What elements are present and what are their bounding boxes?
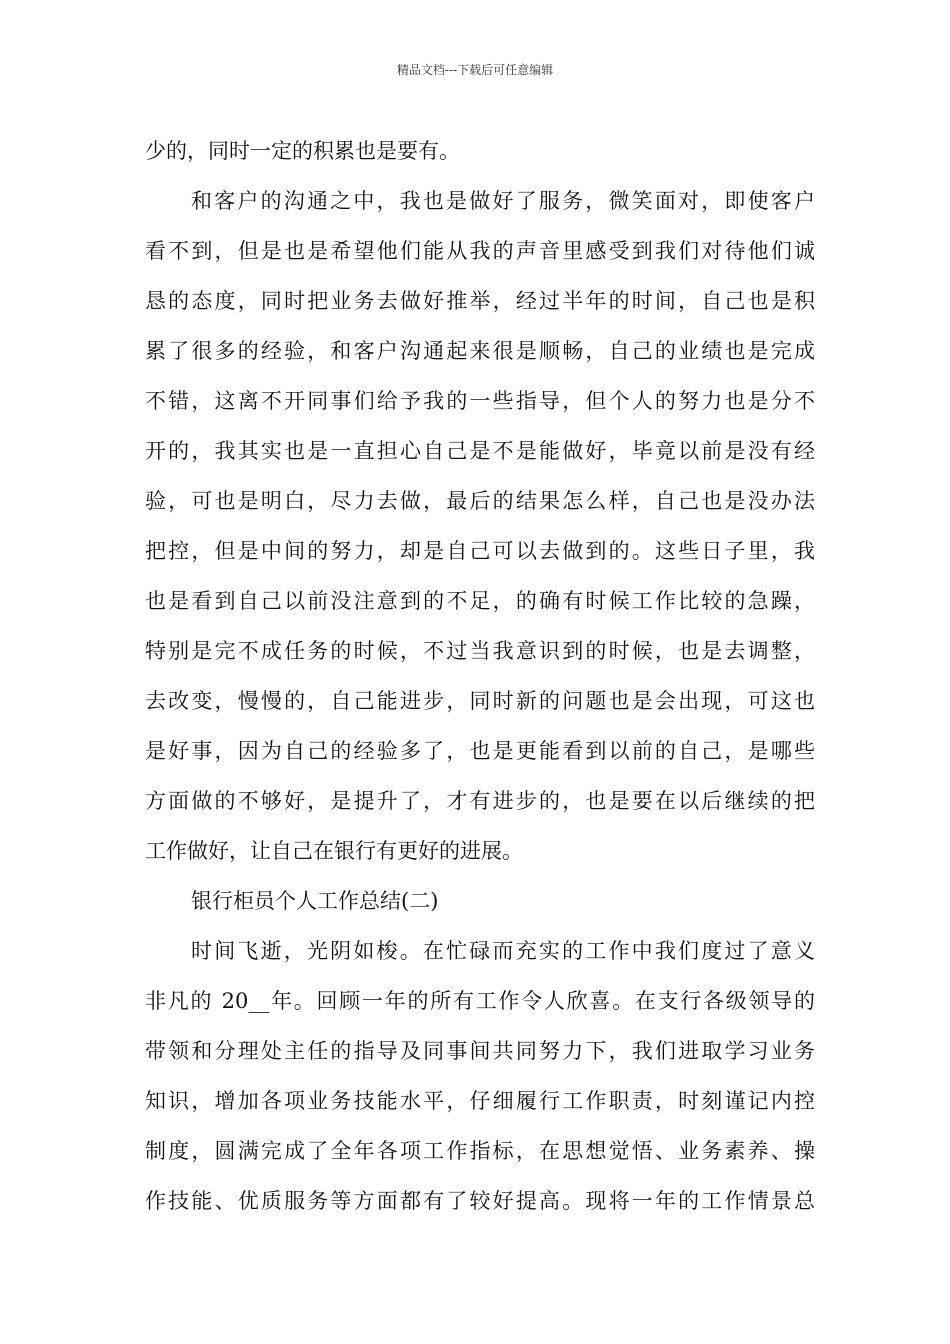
text-line: 特别是完不成任务的时候，不过当我意识到的时候，也是去调整， bbox=[145, 639, 815, 663]
text-line: 不错，这离不开同事们给予我的一些指导，但个人的努力也是分不 bbox=[145, 389, 815, 413]
text-line: 方面做的不够好，是提升了，才有进步的，也是要在以后继续的把 bbox=[145, 789, 815, 813]
text-line: 非凡的 20__年。回顾一年的所有工作令人欣喜。在支行各级领导的 bbox=[145, 989, 815, 1013]
text-line: 带领和分理处主任的指导及同事间共同努力下，我们进取学习业务 bbox=[145, 1039, 815, 1063]
text-line: 验，可也是明白，尽力去做，最后的结果怎么样，自己也是没办法 bbox=[145, 489, 815, 513]
text-line: 工作做好，让自己在银行有更好的进展。 bbox=[145, 839, 523, 863]
text-line: 把控，但是中间的努力，却是自己可以去做到的。这些日子里，我 bbox=[145, 539, 815, 563]
text-line: 去改变，慢慢的，自己能进步，同时新的问题也是会出现，可这也 bbox=[145, 689, 815, 713]
text-line: 是好事，因为自己的经验多了，也是更能看到以前的自己，是哪些 bbox=[145, 739, 815, 763]
text-line: 时间飞逝，光阴如梭。在忙碌而充实的工作中我们度过了意义 bbox=[191, 939, 815, 963]
page-header: 精品文档---下载后可任意编辑 bbox=[396, 63, 554, 77]
text-line: 知识，增加各项业务技能水平，仔细履行工作职责，时刻谨记内控 bbox=[145, 1089, 815, 1113]
text-line: 作技能、优质服务等方面都有了较好提高。现将一年的工作情景总 bbox=[145, 1189, 815, 1213]
section-heading: 银行柜员个人工作总结(二) bbox=[191, 889, 439, 913]
text-line: 和客户的沟通之中，我也是做好了服务，微笑面对，即使客户 bbox=[191, 189, 815, 213]
text-line: 少的，同时一定的积累也是要有。 bbox=[145, 139, 460, 163]
text-line: 制度，圆满完成了全年各项工作指标，在思想觉悟、业务素养、操 bbox=[145, 1139, 815, 1163]
text-line: 也是看到自己以前没注意到的不足，的确有时候工作比较的急躁， bbox=[145, 589, 815, 613]
text-line: 看不到，但是也是希望他们能从我的声音里感受到我们对待他们诚 bbox=[145, 239, 815, 263]
text-line: 恳的态度，同时把业务去做好推举，经过半年的时间，自己也是积 bbox=[145, 289, 815, 313]
text-line: 开的，我其实也是一直担心自己是不是能做好，毕竟以前是没有经 bbox=[145, 439, 815, 463]
text-line: 累了很多的经验，和客户沟通起来很是顺畅，自己的业绩也是完成 bbox=[145, 339, 815, 363]
